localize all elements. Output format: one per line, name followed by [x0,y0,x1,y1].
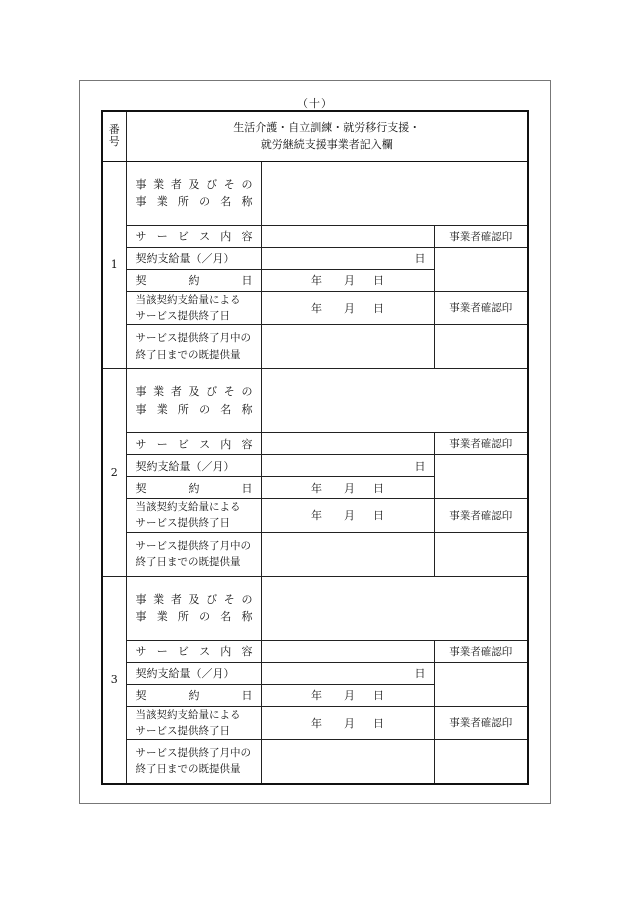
label-char: 容 [241,230,253,243]
label-char: 名 [220,195,232,208]
label-char: ビ [177,645,189,659]
provider-seal-box[interactable] [434,662,528,706]
supplied-amount-label: サービス提供終了月中の 終了日までの既提供量 [126,740,261,784]
provider-name-label-line1 [136,591,261,608]
label-char: ス [199,437,211,451]
label-char: 名 [220,402,232,416]
label-char: 業 [153,385,165,399]
entry-number: 3 [102,576,126,784]
month-unit: 月 [344,274,355,287]
label-char: 契 [135,274,147,287]
year-unit: 年 [311,301,322,315]
label-char: の [241,385,253,399]
provider-seal-label: 事業者確認印 [434,291,528,325]
label-char: 事 [135,385,147,399]
month-unit: 月 [344,481,355,495]
contract-date-label [126,684,261,706]
label-char: 名 [220,610,232,624]
label-char: そ [223,177,235,191]
label-char: 日 [241,689,253,703]
provider-name-field[interactable] [261,369,528,433]
day-unit: 日 [414,252,426,265]
provider-name-field[interactable] [261,576,528,640]
provider-seal-box[interactable] [434,247,528,291]
label-char: 業 [156,195,168,208]
form-title [126,111,528,161]
label-char: ス [199,230,211,243]
provider-name-label [126,369,261,433]
label-char: 日 [241,274,253,287]
label-char: ビ [177,437,189,451]
year-unit: 年 [311,689,322,703]
label-char: び [206,177,218,191]
label-char: サ [135,230,147,243]
label-char: び [206,593,218,607]
provider-seal-label: 事業者確認印 [434,706,528,740]
number-column-header: 番 号 [102,111,126,161]
month-unit: 月 [344,689,355,703]
contract-amount-label: 契約支給量（／月） [126,662,261,684]
label-char: の [199,402,211,416]
label-char: 事 [135,195,147,208]
label-char: ー [156,230,168,243]
label-char: 所 [177,402,189,416]
label-char: そ [223,593,235,607]
day-unit: 日 [414,667,426,681]
service-content-field[interactable] [261,433,434,455]
label-char: 内 [220,437,232,451]
label-char: 者 [170,593,182,607]
provider-name-label-line1 [136,383,261,400]
contract-date-field[interactable] [261,477,434,499]
month-unit: 月 [344,716,355,730]
provider-seal-box[interactable] [434,740,528,784]
label-char: 約 [188,689,200,703]
form-title-line1: 生活介護・自立訓練・就労移行支援・ [233,121,421,135]
label-char: ス [199,645,211,659]
label-char: 業 [156,402,168,416]
service-end-date-field[interactable] [261,499,434,533]
month-unit: 月 [344,509,355,523]
label-char: 事 [135,402,147,416]
page-label: （十） [297,97,333,110]
service-content-label [126,640,261,662]
label-char: 所 [177,610,189,624]
supplied-amount-field[interactable] [261,740,434,784]
label-char: 者 [170,177,182,191]
service-content-label [126,433,261,455]
label-char: 称 [241,195,253,208]
year-unit: 年 [311,274,322,287]
provider-seal-label: 事業者確認印 [434,640,528,662]
year-unit: 年 [311,716,322,730]
contract-date-field[interactable] [261,684,434,706]
label-char: 称 [241,610,253,624]
label-char: 約 [188,481,200,495]
contract-date-label [126,269,261,291]
day-unit: 日 [373,301,384,315]
entry-number: 2 [102,369,126,577]
service-content-label [126,225,261,247]
label-char: 及 [188,177,200,191]
provider-name-label-line2 [136,608,261,625]
provider-seal-box[interactable] [434,455,528,499]
day-unit: 日 [373,716,384,730]
label-char: 所 [177,195,189,208]
label-char: 事 [135,177,147,191]
label-char: サ [135,437,147,451]
label-char: 契 [135,689,147,703]
label-char: 容 [241,437,253,451]
supplied-amount-label: サービス提供終了月中の 終了日までの既提供量 [126,532,261,576]
form-title-line2: 就労継続支援事業者記入欄 [260,138,393,152]
label-char: ー [156,437,168,451]
provider-seal-box[interactable] [434,532,528,576]
day-unit: 日 [414,459,426,473]
contract-date-label [126,477,261,499]
supplied-amount-field[interactable] [261,325,434,369]
provider-name-label-line2 [136,193,261,210]
provider-name-label-line1 [136,176,261,193]
year-unit: 年 [311,509,322,523]
label-char: 内 [220,230,232,243]
label-char: 事 [135,593,147,607]
label-char: ビ [177,230,189,243]
year-unit: 年 [311,481,322,495]
provider-seal-label: 事業者確認印 [434,499,528,533]
contract-amount-field[interactable] [261,455,434,477]
label-char: び [206,385,218,399]
provider-name-label [126,576,261,640]
label-char: 及 [188,385,200,399]
service-content-field[interactable] [261,640,434,662]
label-char: 業 [153,177,165,191]
label-char: の [241,177,253,191]
label-char: サ [135,645,147,659]
month-unit: 月 [344,301,355,315]
label-char: の [199,195,211,208]
supplied-amount-label: サービス提供終了月中の 終了日までの既提供量 [126,325,261,369]
provider-seal-label: 事業者確認印 [434,433,528,455]
contract-amount-label: 契約支給量（／月） [126,455,261,477]
label-char: ー [156,645,168,659]
label-char: 容 [241,645,253,659]
contract-amount-field[interactable] [261,662,434,684]
contract-amount-label: 契約支給量（／月） [126,247,261,269]
service-end-date-label: 当該契約支給量による サービス提供終了日 [126,499,261,533]
label-char: 約 [188,274,200,287]
day-unit: 日 [373,689,384,703]
contract-date-field[interactable] [261,269,434,291]
label-char: 称 [241,402,253,416]
provider-name-label [126,161,261,225]
day-unit: 日 [373,481,384,495]
label-char: 者 [170,385,182,399]
label-char: 業 [156,610,168,624]
label-char: 及 [188,593,200,607]
day-unit: 日 [373,274,384,287]
label-char: 日 [241,481,253,495]
label-char: 業 [153,593,165,607]
label-char: 契 [135,481,147,495]
service-content-field[interactable] [261,225,434,247]
provider-name-field[interactable] [261,161,528,225]
label-char: 内 [220,645,232,659]
provider-name-label-line2 [136,401,261,418]
label-char: 事 [135,610,147,624]
provider-seal-box[interactable] [434,325,528,369]
entry-number: 1 [102,161,126,369]
supplied-amount-field[interactable] [261,532,434,576]
contract-amount-field[interactable] [261,247,434,269]
label-char: そ [223,385,235,399]
service-end-date-label: 当該契約支給量による サービス提供終了日 [126,706,261,740]
provider-seal-label: 事業者確認印 [434,225,528,247]
service-end-date-field[interactable] [261,706,434,740]
provider-entry-form [101,110,529,785]
service-end-date-label: 当該契約支給量による サービス提供終了日 [126,291,261,325]
label-char: の [241,593,253,607]
service-end-date-field[interactable] [261,291,434,325]
day-unit: 日 [373,509,384,523]
label-char: の [199,610,211,624]
